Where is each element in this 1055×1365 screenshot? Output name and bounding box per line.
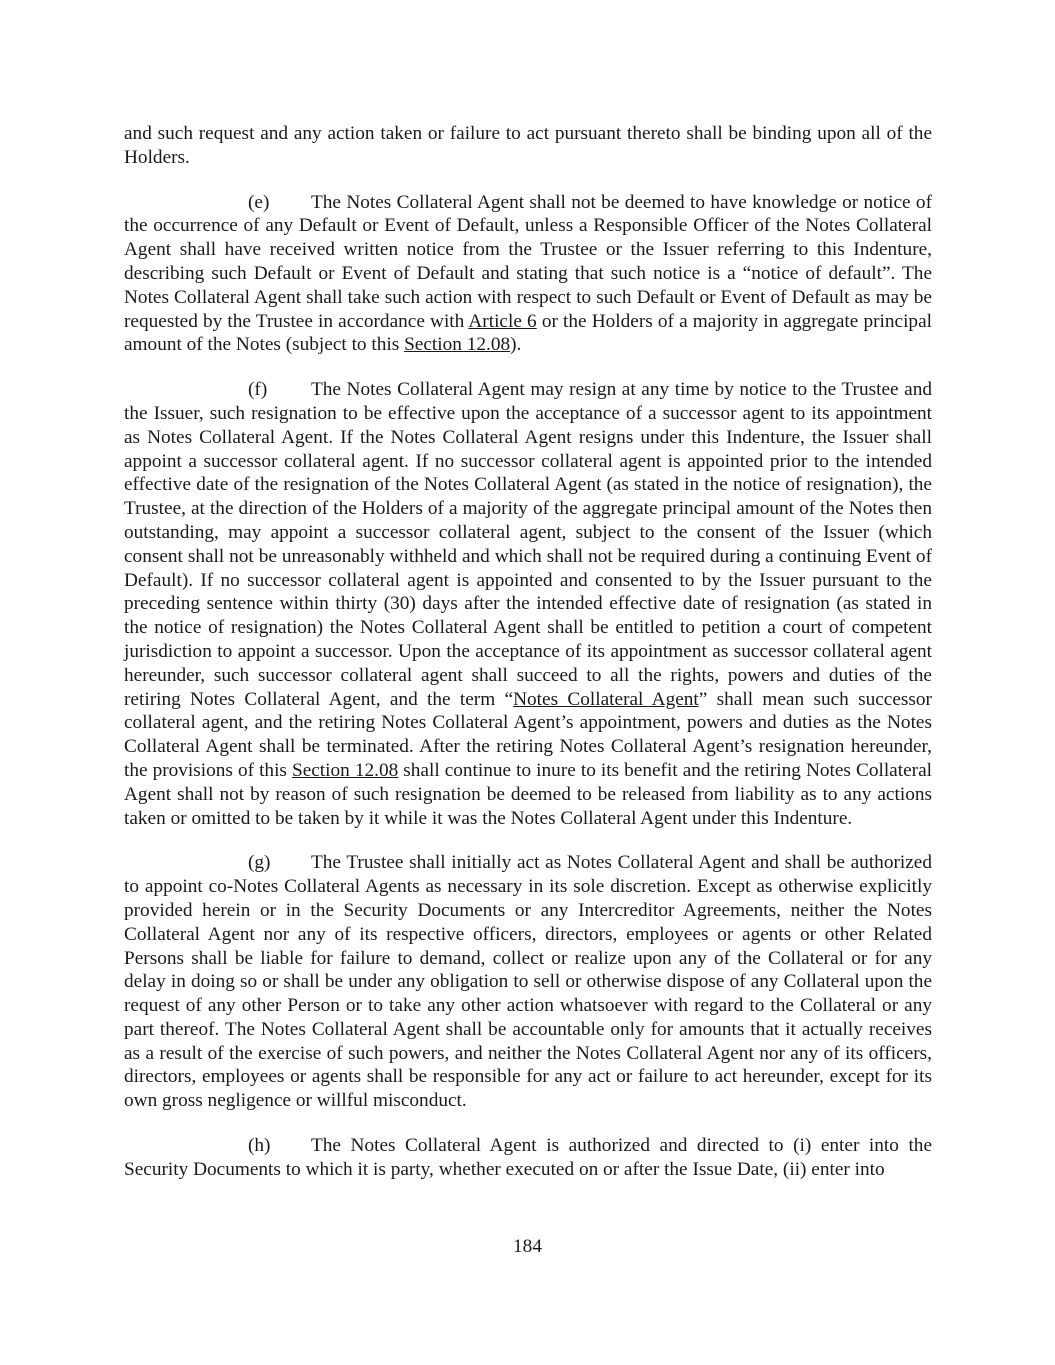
document-page — [124, 122, 932, 1203]
paragraph-continued: and such request and any action taken or failure to act pursuant thereto shall be binding upon all of the Holders. — [124, 123, 932, 168]
article-6-link[interactable]: Article 6 — [468, 310, 537, 332]
paragraph-g-label: (g) — [248, 852, 271, 874]
paragraph-e-label: (e) — [248, 191, 270, 213]
section-12-08-link[interactable]: Section 12.08 — [404, 334, 511, 356]
defined-term-notes-collateral-agent: Notes Collateral Agent — [513, 688, 699, 710]
paragraph-e-text-3: ). — [510, 334, 522, 356]
section-12-08-link[interactable]: Section 12.08 — [291, 759, 399, 781]
paragraph-h-text: The Notes Collateral Agent is authorized and directed to (i) enter into the Security Documents to which it is party, whether executed on or after the Issue Date, (ii) enter into — [124, 1135, 932, 1180]
paragraph-h-label: (h) — [248, 1135, 271, 1157]
paragraph-g — [124, 851, 932, 1113]
paragraph-f-text-1: The Notes Collateral Agent may resign at any time by notice to the Trustee and the Issuer, such resignation to be effective upon the acceptance of a successor agent to its appointment as Notes Collateral Agent. If the Notes Collateral Agent resigns under this Indenture, the Issuer shall appoint a successor collateral agent. If no successor collateral agent is appointed prior to the intended effective date of the resignation of the Notes Collateral Agent (as stated in the notice of resignation), the Trustee, at the direction of the Holders of a majority of the aggregate principal amount of the Notes then outstanding, may appoint a successor collateral agent, subject to the consent of the Issuer (which consent shall not be unreasonably withheld and which shall not be required during a continuing Event of Default). If no successor collateral agent is appointed and consented to by the Issuer pursuant to the preceding sentence within thirty (30) days after the intended effective date of resignation (as stated in the notice of resignation) the Notes Collateral Agent shall be entitled to petition a court of competent jurisdiction to appoint a successor. Upon the acceptance of its appointment as successor collateral agent hereunder, such successor collateral agent shall succeed to all the rights, powers and duties of the retiring Notes Collateral Agent, and the term “ — [124, 379, 932, 710]
paragraph-e — [124, 191, 932, 358]
page-number: 184 — [513, 1236, 542, 1257]
paragraph-h — [124, 1134, 932, 1182]
paragraph-f — [124, 378, 932, 830]
paragraph-e-text-1: The Notes Collateral Agent shall not be deemed to have knowledge or notice of the occurrence of any Default or Event of Default, unless a Responsible Officer of the Notes Collateral Agent shall have received written notice from the Trustee or the Issuer referring to this Indenture, describing such Default or Event of Default and stating that such notice is a “notice of default”. The Notes Collateral Agent shall take such action with respect to such Default or Event of Default as may be requested by the Trustee in accordance with — [124, 191, 932, 332]
paragraph-e-text-2: or the Holders of a majority in aggregate principal amount of the Notes (subject to this — [124, 310, 932, 356]
paragraph-g-text: The Trustee shall initially act as Notes Collateral Agent and shall be authorized to appoint co-Notes Collateral Agents as necessary in its sole discretion. Except as otherwise explicitly provided herein or in the Security Documents or any Intercreditor Agreements, neither the Notes Collateral Agent nor any of its respective officers, directors, employees or agents or other Related Persons shall be liable for failure to demand, collect or realize upon any of the Collateral or for any delay in doing so or shall be under any obligation to sell or otherwise dispose of any Collateral upon the request of any other Person or to take any other action whatsoever with regard to the Collateral or any part thereof. The Notes Collateral Agent shall be accountable only for amounts that it actually receives as a result of the exercise of such powers, and neither the Notes Collateral Agent nor any of its officers, directors, employees or agents shall be responsible for any act or failure to act hereunder, except for its own gross negligence or willful misconduct. — [124, 852, 932, 1112]
paragraph-f-label: (f) — [248, 379, 268, 401]
paragraph-f-text-3: shall continue to inure to its benefit and the retiring Notes Collateral Agent shall not by reason of such resignation be deemed to be released from liability as to any actions taken or omitted to be taken by it while it was the Notes Collateral Agent under this Indenture. — [124, 759, 932, 829]
paragraph-f-text-2: ” shall mean such successor collateral agent, and the retiring Notes Collateral Agent’s appointment, powers and duties as the Notes Collateral Agent shall be terminated. After the retiring Notes Collateral Agent’s resignation hereunder, the provisions of this — [124, 688, 932, 781]
